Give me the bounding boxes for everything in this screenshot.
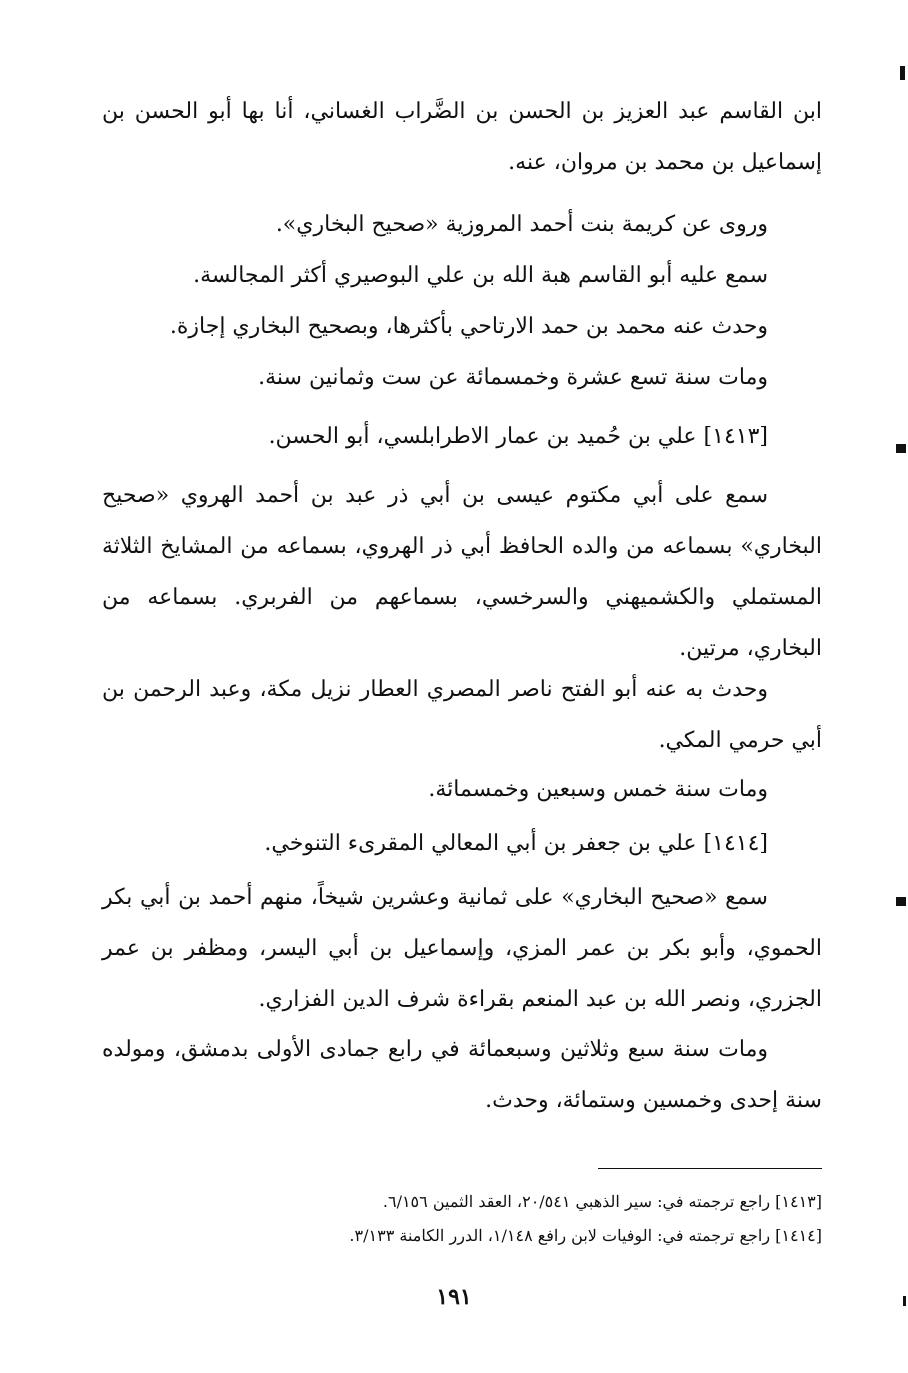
paragraph-continuation: ابن القاسم عبد العزيز بن الحسن بن الضَّراب الغساني، أنا بها أبو الحسن بن إسماعيل بن محمد بن مروان، عنه. — [102, 99, 822, 175]
scan-edge-mark — [900, 66, 905, 80]
paragraph-students-1413: وحدث به عنه أبو الفتح ناصر المصري العطار نزيل مكة، وعبد الرحمن بن أبي حرمي المكي. — [102, 677, 822, 753]
scan-edge-mark — [896, 444, 906, 453]
scan-edge-mark — [903, 1296, 906, 1306]
footnote-1414: [١٤١٤] راجع ترجمته في: الوفيات لابن رافع ١/١٤٨، الدرر الكامنة ٣/١٣٣. — [349, 1226, 822, 1245]
footnote-1413: [١٤١٣] راجع ترجمته في: سير الذهبي ٢٠/٥٤١، العقد الثمين ٦/١٥٦. — [382, 1192, 822, 1211]
paragraph-sama-1414: سمع «صحيح البخاري» على ثمانية وعشرين شيخاً، منهم أحمد بن أبي بكر الحموي، وأبو بكر بن عمر المزي، وإسماعيل بن أبي اليسر، ومظفر بن عمر الجزري، ونصر الله بن عبد المنعم بقراءة شرف الدين الفزاري. — [102, 885, 822, 1012]
footnote-separator — [598, 1168, 822, 1169]
entry-heading-1413: [١٤١٣] علي بن حُميد بن عمار الاطرابلسي، أبو الحسن. — [268, 424, 768, 449]
paragraph-riwaya: وروى عن كريمة بنت أحمد المروزية «صحيح البخاري». — [275, 212, 768, 237]
paragraph-samia: سمع عليه أبو القاسم هبة الله بن علي البوصيري أكثر المجالسة. — [193, 263, 768, 288]
paragraph-sama-1413: سمع على أبي مكتوم عيسى بن أبي ذر عبد بن أحمد الهروي «صحيح البخاري» بسماعه من والده الحافظ أبي ذر الهروي، بسماعه من المشايخ الثلاثة المستملي والكشميهني والسرخسي، بسماعهم من الفربري. بسماعه من البخاري، مرتين. — [102, 483, 822, 661]
paragraph-death-1413: ومات سنة خمس وسبعين وخمسمائة. — [428, 777, 768, 802]
entry-heading-1414: [١٤١٤] علي بن جعفر بن أبي المعالي المقرىء التنوخي. — [264, 831, 768, 856]
scan-edge-mark — [896, 897, 906, 906]
paragraph-haddatha: وحدث عنه محمد بن حمد الارتاحي بأكثرها، وبصحيح البخاري إجازة. — [169, 314, 768, 339]
paragraph-death-1414: ومات سنة سبع وثلاثين وسبعمائة في رابع جمادى الأولى بدمشق، ومولده سنة إحدى وخمسين وستمائة، وحدث. — [102, 1037, 822, 1113]
paragraph-death-1: ومات سنة تسع عشرة وخمسمائة عن ست وثمانين سنة. — [258, 365, 768, 390]
page-number: ١٩١ — [436, 1284, 472, 1310]
